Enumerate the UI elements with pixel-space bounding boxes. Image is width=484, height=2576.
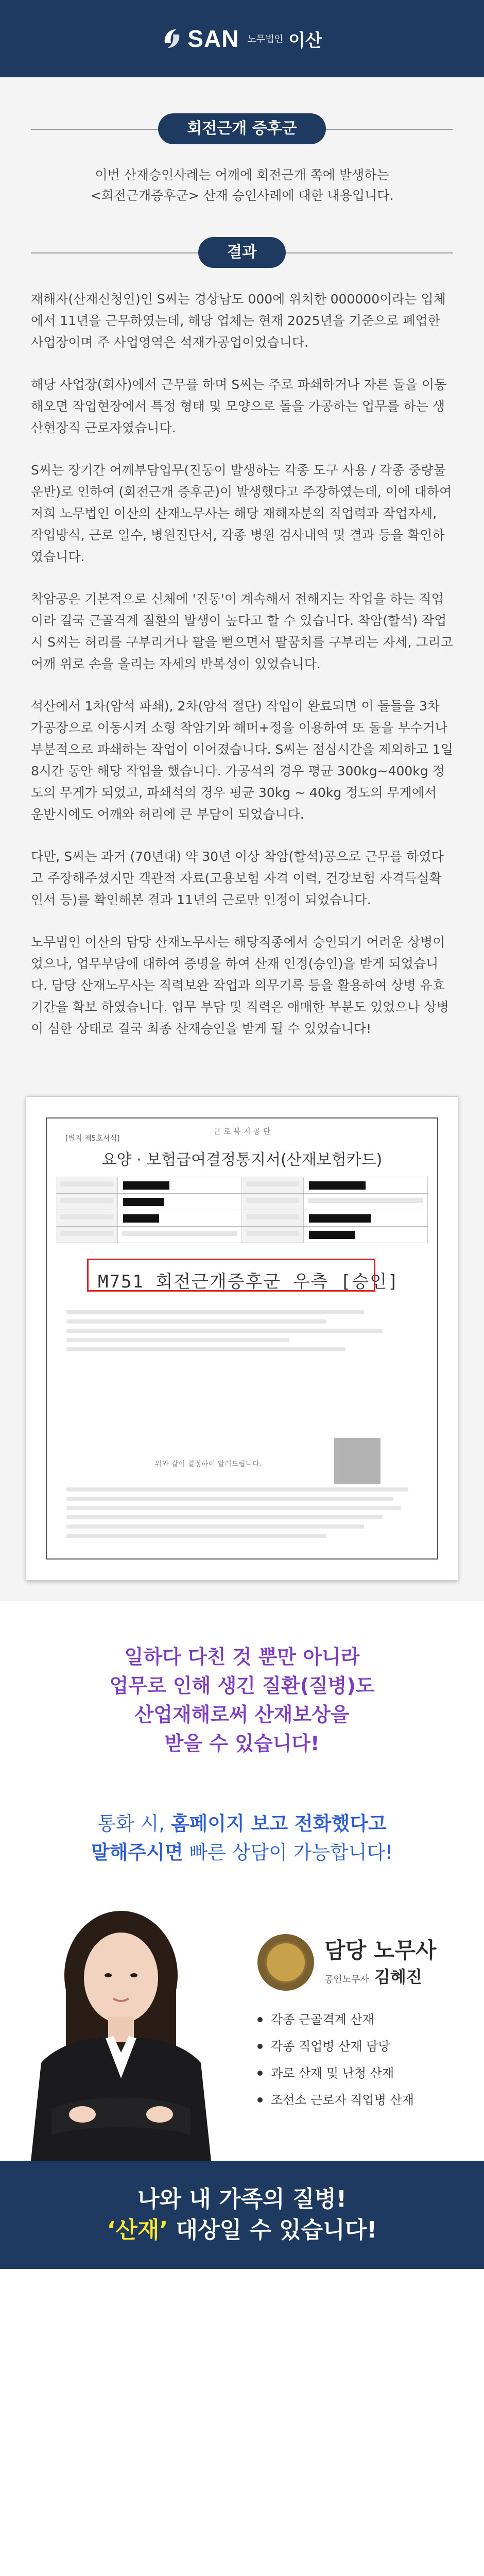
- footer-line: ‘산재’ 대상일 수 있습니다!: [107, 2217, 377, 2243]
- intro-line: <회전근개증후군> 산재 승인사례에 대한 내용입니다.: [90, 188, 394, 203]
- table-cell: [56, 1227, 118, 1243]
- document-stamp-caption: 위와 같이 결정하여 알려드립니다.: [155, 1460, 262, 1468]
- section-title-1: [31, 113, 453, 144]
- table-cell: [304, 1194, 428, 1210]
- footer-banner: [0, 2161, 484, 2269]
- redaction: [309, 1181, 366, 1190]
- document-issuer: 근 로 복 지 공 단: [213, 1127, 271, 1136]
- table-cell: [242, 1194, 304, 1210]
- table-cell: [242, 1227, 304, 1243]
- document-table: [56, 1177, 428, 1243]
- logo[interactable]: [162, 25, 322, 53]
- result-paragraph: 재해자(산재신청인)인 S씨는 경상남도 000에 위치한 000000이라는 업체에서 11년을 근무하였는데, 해당 업체는 현재 2025년을 기준으로 폐업한 사업장이며 주 사업영역은 석재가공업이었습니다.: [31, 292, 446, 350]
- header-bar: [0, 0, 484, 77]
- table-cell: [242, 1177, 304, 1193]
- logo-ko-small: 노무법인: [247, 34, 283, 45]
- approval-document-wrap: [0, 1076, 484, 1601]
- document-footer-lines: [56, 1482, 428, 1543]
- cta-compensation: [0, 1601, 484, 1778]
- contact-line: 말해주시면 빠른 상담이 가능합니다!: [91, 1841, 393, 1863]
- logo-ko-big: 이산: [288, 30, 322, 51]
- table-cell: [304, 1210, 428, 1226]
- table-cell: [118, 1227, 242, 1243]
- document-form-label: [별지 제5호서식]: [65, 1134, 120, 1143]
- intro-line: 이번 산재승인사례는 어깨에 회전근개 쪽에 발생하는: [95, 167, 389, 182]
- attorney-header: [257, 1934, 474, 1991]
- result-paragraph: 해당 사업장(회사)에서 근무를 하며 S씨는 주로 파쇄하거나 자른 돌을 이동해오면 작업현장에서 특정 형태 및 모양으로 돌을 가공하는 업무를 하는 생산현장직 근로자였습니다.: [31, 377, 447, 435]
- table-row: [56, 1194, 428, 1210]
- cta-line: 업무로 인해 생긴 질환(질병)도: [109, 1674, 375, 1697]
- intro-text: [31, 165, 453, 206]
- attorney-photo: [10, 1898, 232, 2161]
- document-heading: 요양 · 보험급여결정통지서(산재보험카드): [101, 1151, 383, 1169]
- section-title-2: [31, 237, 453, 268]
- table-cell: [118, 1194, 242, 1210]
- diagnosis-highlight-box: [87, 1259, 400, 1292]
- cta-line: 산업재해로써 산재보상을: [134, 1703, 350, 1726]
- specialty-list: [257, 2006, 474, 2113]
- section-title-pill: 회전근개 증후군: [158, 113, 325, 144]
- diagnosis-text: M751 회전근개증후군 우측 [승인]: [98, 1272, 400, 1292]
- labor-attorney-profile: [0, 1888, 484, 2161]
- section-title-pill: 결과: [198, 237, 286, 268]
- redaction: [123, 1181, 169, 1190]
- table-row: [56, 1227, 428, 1243]
- attorney-name-line: [324, 1964, 436, 1988]
- table-cell: [56, 1194, 118, 1210]
- footer-line: 나와 내 가족의 질병!: [137, 2186, 347, 2212]
- redaction: [309, 1231, 355, 1239]
- redaction: [309, 1214, 371, 1223]
- table-cell: [304, 1177, 428, 1193]
- document-frame: [46, 1117, 438, 1560]
- table-cell: [304, 1227, 428, 1243]
- result-paragraph: 석산에서 1차(암석 파쇄), 2차(암석 절단) 작업이 완료되면 이 돌들을 3차 가공장으로 이동시켜 소형 착암기와 해머+정을 이용하여 또 돌을 부수거나 부분적으로 파쇄하는 작업이 이어졌습니다. S씨는 점심시간을 제외하고 1일 8시간 동안 해당 작업을 했습니다. 가공석의 경우 평균 300kg~400kg 정도의 무게가 되었고, 파쇄석의 경우 평균 30kg ~ 40kg 정도의 무게에서 운반시에도 어깨와 허리에 큰 부담이 되었습니다.: [31, 699, 453, 822]
- labor-attorney-emblem-icon: [257, 1934, 314, 1991]
- result-paragraph: 노무법인 이산의 담당 산재노무사는 해당직종에서 승인되기 어려운 상병이었으나, 업무부담에 대하여 증명을 하여 산재 인정(승인)을 받게 되었습니다. 담당 산재노무사는 직력보완 작업과 의무기록 등을 활용하여 상병 유효기간을 확보 하였습니다. 업무 부담 및 직력은 애매한 부분도 있었으나 상병이 심한 상태로 결국 최종 산재승인을 받게 될 수 있었습니다!: [31, 935, 449, 1036]
- case-section: [0, 77, 484, 1601]
- result-paragraph: S씨는 장기간 어깨부담업무(진동이 발생하는 각종 도구 사용 / 각종 중량물 운반)로 인하여 (회전근개 증후군)이 발생했다고 주장하였는데, 이에 대하여 저희 노무법인 이산의 산재노무사는 해당 재해자분의 직업력과 작업자세, 작업방식, 근로 일수, 병원진단서, 각종 병원 검사내역 및 결과 등을 확인하였습니다.: [31, 463, 452, 564]
- approval-document: [26, 1096, 458, 1581]
- list-item: 각종 근골격계 산재: [257, 2006, 474, 2033]
- table-cell: [242, 1210, 304, 1226]
- table-row: [56, 1210, 428, 1227]
- cta-contact: [0, 1778, 484, 1888]
- bullet-icon: [257, 2044, 263, 2049]
- bullet-icon: [257, 2071, 263, 2076]
- diagnosis-row: [56, 1259, 428, 1295]
- table-cell: [56, 1177, 118, 1193]
- logo-mark-icon: [162, 27, 182, 50]
- cta-line: 일하다 다친 것 뿐만 아니라: [124, 1646, 360, 1668]
- logo-en: SAN: [187, 25, 239, 52]
- attorney-name: 김혜진: [374, 1967, 422, 1987]
- attorney-title-block: [324, 1937, 436, 1988]
- document-body-lines: [56, 1310, 428, 1351]
- redaction: [123, 1198, 164, 1206]
- cta-line: 받을 수 있습니다!: [164, 1732, 320, 1755]
- table-cell: [56, 1210, 118, 1226]
- contact-line: 통화 시, 홈페이지 보고 전화했다고: [97, 1812, 387, 1835]
- list-item: 조선소 근로자 직업병 산재: [257, 2087, 474, 2113]
- attorney-role: 공인노무사: [324, 1974, 369, 1985]
- case-content: [0, 77, 484, 1076]
- bullet-icon: [257, 2097, 263, 2103]
- list-item: 과로 산재 및 난청 산재: [257, 2060, 474, 2087]
- result-paragraph: 착암공은 기본적으로 신체에 '진동'이 계속해서 전해지는 작업을 하는 직업이라 결국 근골격계 질환의 발생이 높다고 할 수 있습니다. 착암(할석) 작업 시 S씨는 허리를 구부리거나 팔을 뻗으면서 팔꿈치를 구부리는 자세, 그리고 어깨 위로 손을 올리는 자세의 반복성이 있었습니다.: [31, 591, 453, 671]
- table-cell: [118, 1210, 242, 1226]
- list-item: 각종 직업병 산재 담당: [257, 2033, 474, 2060]
- redaction: [123, 1214, 159, 1223]
- attorney-info: [257, 1934, 474, 2113]
- bullet-icon: [257, 2017, 263, 2022]
- official-seal: [334, 1438, 381, 1484]
- result-paragraph: 다만, S씨는 과거 (70년대) 약 30년 이상 착암(할석)공으로 근무를 하였다고 주장해주셨지만 객관적 자료(고용보험 자격 이력, 건강보험 자격득실확인서 등)를 확인해본 결과 11년의 근로만 인정이 되었습니다.: [31, 849, 444, 907]
- table-cell: [118, 1177, 242, 1193]
- attorney-title: 담당 노무사: [324, 1938, 437, 1963]
- table-row: [56, 1177, 428, 1194]
